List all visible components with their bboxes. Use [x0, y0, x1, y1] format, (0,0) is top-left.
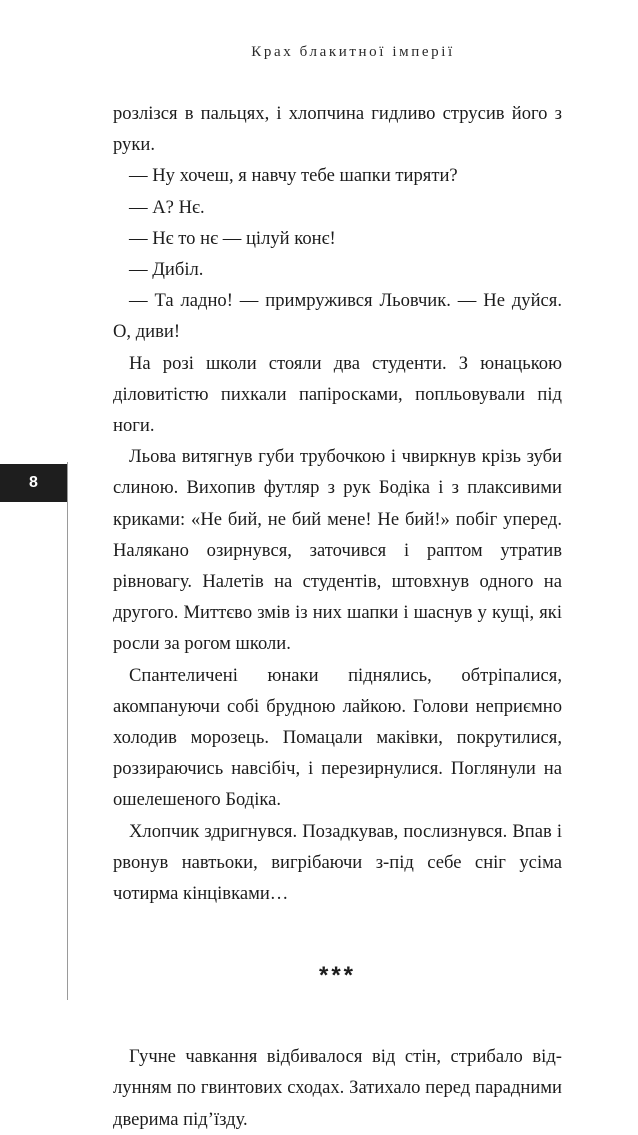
dialogue-line-1: — Ну хочеш, я навчу тебе шапки тиряти?: [129, 165, 458, 187]
paragraph-boy: Хлопчик здригнувся. Позадкував, послизнувся. Впав і рвонув навтьоки, вигрібаючи з-під себе сніг усіма чотирма кінцівками…: [113, 820, 562, 905]
page-number: 8: [0, 464, 67, 502]
body-text: [113, 98, 562, 1135]
dialogue-line-5: — Та ладно! — примружився Льовчик. — Не дуйся. О, диви!: [113, 290, 562, 343]
running-head: Крах блакитної імперії: [251, 44, 455, 60]
dialogue-line-2: — А? Нє.: [129, 196, 205, 218]
paragraph-1: розлізся в пальцях, і хлопчина гидливо струсив його з руки.: [113, 103, 562, 156]
margin-rule: [67, 462, 68, 1000]
paragraph-lyova: Льова витягнув губи трубочкою і чвиркнув крізь зуби слиною. Вихопив футляр з рук Бодіка і з плаксивими криками: «Не бий, не бий мене! Не бий!» побіг уперед. Налякано озирнувся, заточився і раптом утратив рівновагу. Налетів на студентів, штовхнув одного на другого. Миттєво змів із них шапки і шаснув у кущі, які росли за рогом школи.: [113, 446, 562, 655]
dialogue-line-3: — Нє то нє — цілуй конє!: [129, 227, 336, 249]
paragraph-students: На розі школи стояли два студенти. З юнацькою діловитістю пихкали папіросками, попльовували під ноги.: [113, 352, 562, 437]
paragraph-after-break: Гучне чавкання відбивалося від стін, стрибало відлунням по гвинтових сходах. Затихало перед парадними дверима під’їзду.: [113, 1046, 562, 1130]
dialogue-line-4: — Дибіл.: [129, 259, 204, 281]
paragraph-youths: Спантеличені юнаки піднялись, обтріпалися, акомпануючи собі брудною лайкою. Голови неприємно холодив морозець. Помацали маківки, покрутилися, роззираючись навсібіч, і перезирнулися. Поглянули на ошелешеного Бодіка.: [113, 664, 562, 811]
section-break: ***: [318, 961, 357, 989]
